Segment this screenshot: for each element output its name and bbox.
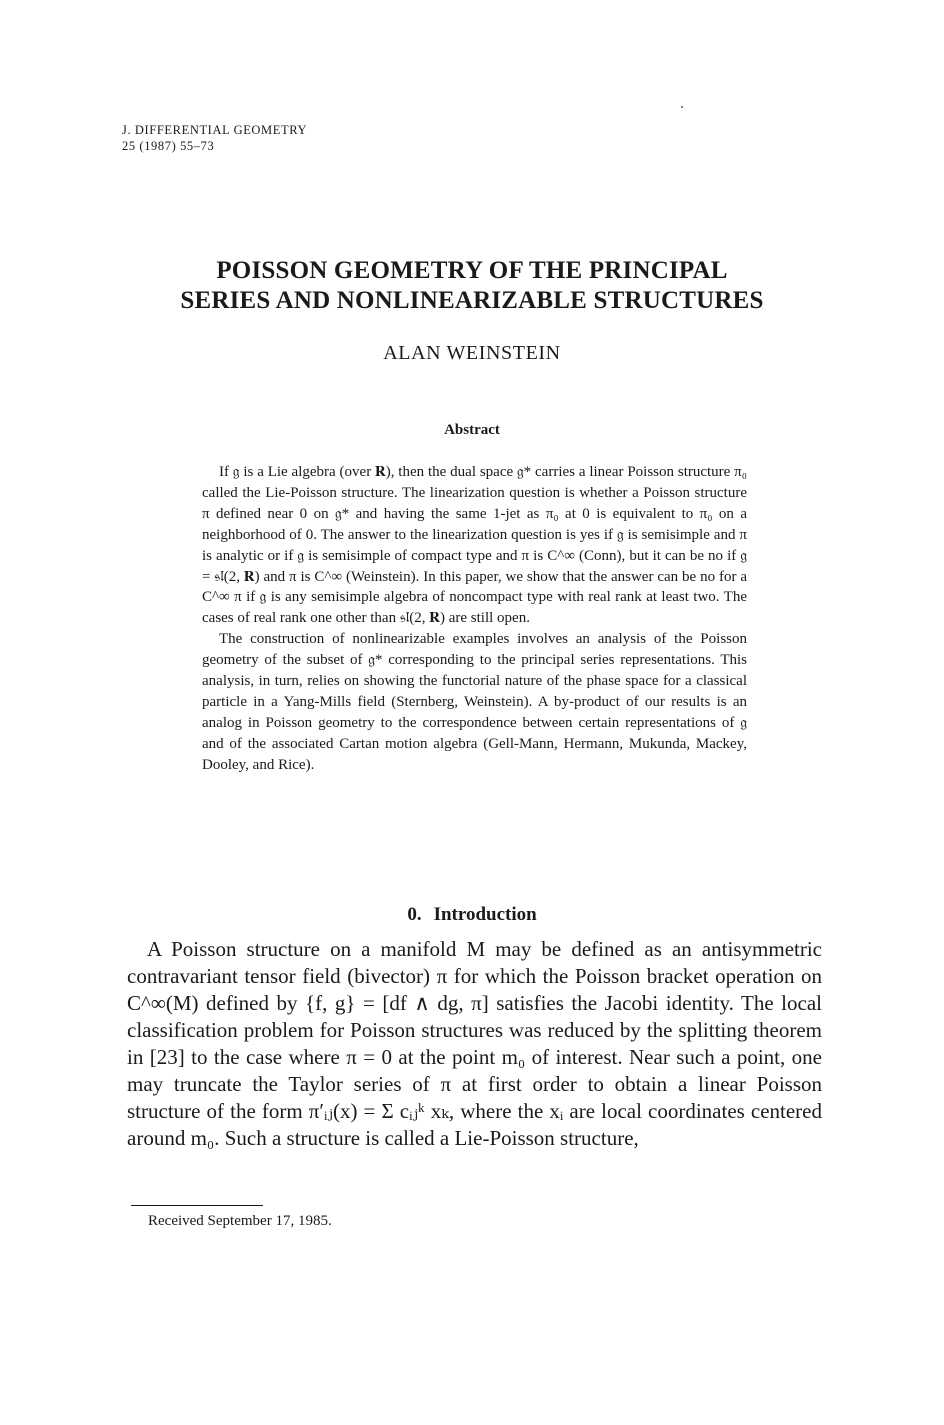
footnote-divider xyxy=(131,1205,263,1206)
abstract-paragraph-2: The construction of nonlinearizable examples involves an analysis of the Poisson geometry of the subset of 𝔤* corresponding to the principal series representations. This analysis, in turn, relies on showing the functorial nature of the phase space for a classical particle in a Yang-Mills field (Sternberg, Weinstein). A by-product of our results is an analog in Poisson geometry to the correspondence between certain representations of 𝔤 and of the associated Cartan motion algebra (Gell-Mann, Hermann, Mukunda, Mackey, Dooley, and Rice). xyxy=(202,631,747,773)
paper-author: ALAN WEINSTEIN xyxy=(383,342,561,364)
journal-name: J. DIFFERENTIAL GEOMETRY xyxy=(122,123,308,137)
journal-volume-info: 25 (1987) 55–73 xyxy=(122,139,215,153)
section-number: 0. xyxy=(407,904,422,925)
footnote-received: Received September 17, 1985. xyxy=(148,1213,332,1229)
journal-header xyxy=(122,122,307,154)
abstract-body xyxy=(202,462,747,776)
paper-title-line-2: SERIES AND NONLINEARIZABLE STRUCTURES xyxy=(180,287,764,314)
introduction-body xyxy=(127,936,822,1152)
scan-speck xyxy=(681,106,683,108)
introduction-heading xyxy=(0,904,944,926)
paper-title-line-1: POISSON GEOMETRY OF THE PRINCIPAL xyxy=(216,257,728,284)
abstract-paragraph-1: If 𝔤 is a Lie algebra (over 𝐑), then the dual space 𝔤* carries a linear Poisson structure π₀ called the Lie-Poisson structure. The linearization question is whether a Poisson structure π defined near 0 on 𝔤* and having the same 1-jet as π₀ at 0 is equivalent to π₀ on a neighborhood of 0. The answer to the linearization question is yes if 𝔤 is semisimple and π is analytic or if 𝔤 is semisimple of compact type and π is C^∞ (Conn), but it can be no if 𝔤 = 𝔰𝔩(2, 𝐑) and π is C^∞ (Weinstein). In this paper, we show that the answer can be no for a C^∞ π if 𝔤 is any semisimple algebra of noncompact type with real rank at least two. The cases of real rank one other than 𝔰𝔩(2, 𝐑) are still open. xyxy=(202,464,747,627)
paper-title xyxy=(0,256,944,316)
abstract-heading: Abstract xyxy=(444,422,500,438)
section-title: Introduction xyxy=(433,904,537,925)
introduction-paragraph-1: A Poisson structure on a manifold M may be defined as an antisymmetric contravariant tensor field (bivector) π for which the Poisson bracket operation on C^∞(M) defined by {f, g} = [df ∧ dg, π] satisfies the Jacobi identity. The local classification problem for Poisson structures was reduced by the splitting theorem in [23] to the case where π = 0 at the point m₀ of interest. Near such a point, one may truncate the Taylor series of π at first order to obtain a linear Poisson structure of the form π′ᵢⱼ(x) = Σ cᵢⱼᵏ xₖ, where the xᵢ are local coordinates centered around m₀. Such a structure is called a Lie-Poisson structure, xyxy=(127,937,822,1150)
